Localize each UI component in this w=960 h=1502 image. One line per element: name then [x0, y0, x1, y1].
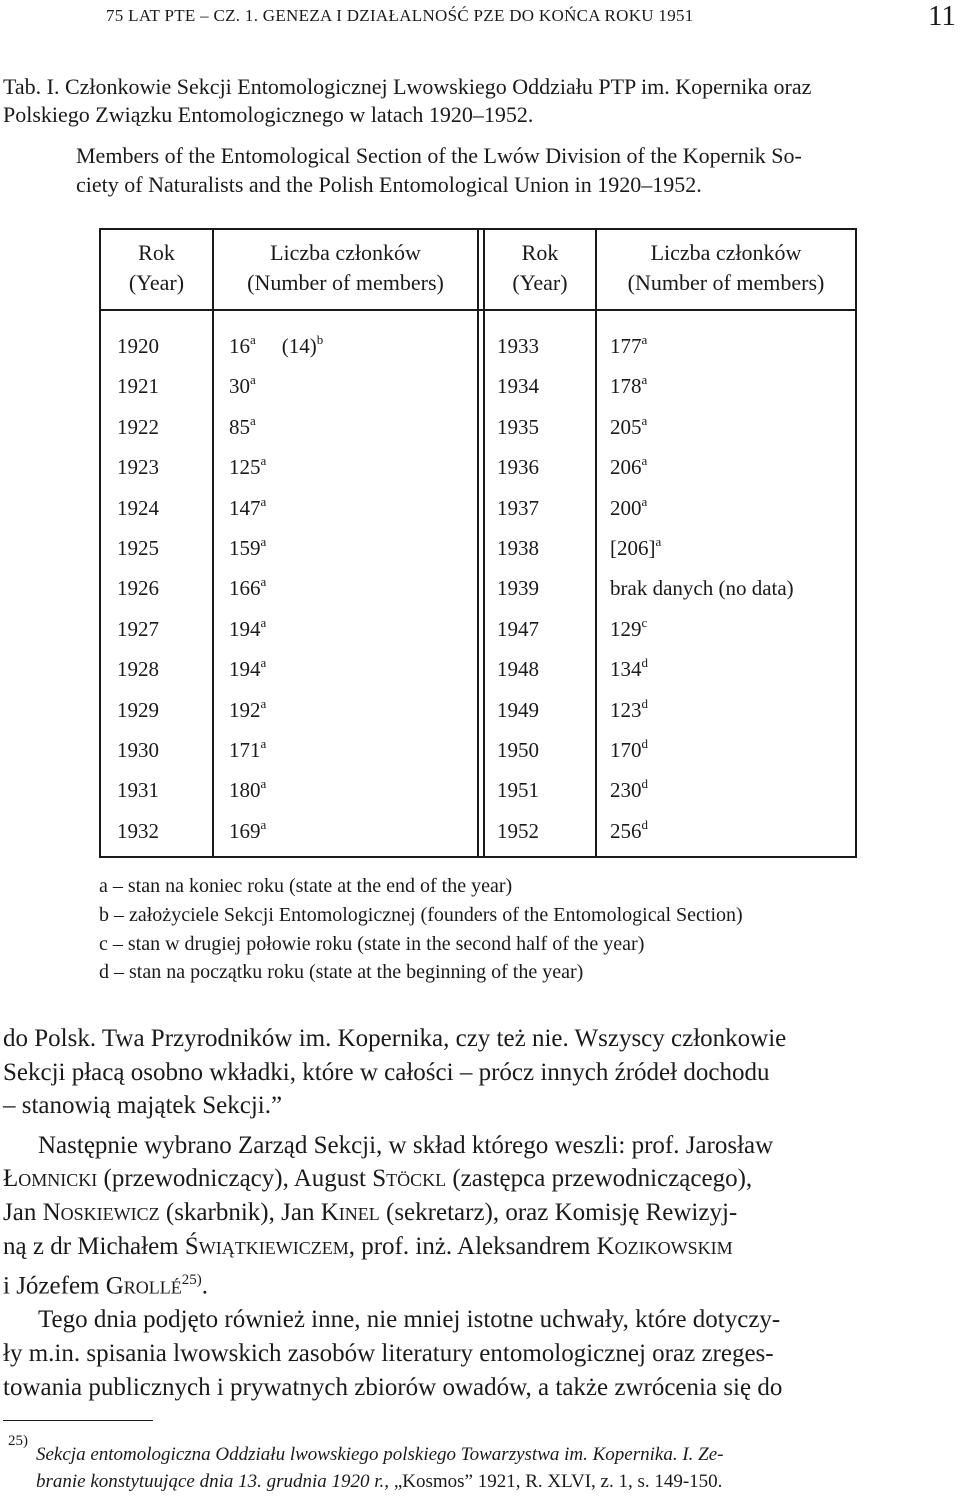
table-caption-pl-line2: Polskiego Związku Entomologicznego w latach 1920–1952. [3, 102, 534, 127]
members-cell: 206$^a$ [610, 453, 648, 480]
year-cell: 1949 [497, 697, 539, 722]
year-cell: 1930 [117, 738, 159, 762]
legend-d: d – stan na początku roku (state at the beginning of the year) [99, 961, 584, 983]
header-members-right [597, 238, 855, 298]
person-name: Grollé [105, 1272, 182, 1300]
body-line: – stanowią majątek Sekcji.” [3, 1092, 283, 1119]
superscript-note: a [641, 453, 648, 469]
superscript-note: c [641, 614, 648, 630]
header-year-left [101, 238, 212, 298]
superscript-note: a [250, 412, 256, 428]
table-divider [212, 230, 214, 856]
year-cell: 1926 [117, 576, 159, 601]
year-cell: 1948 [497, 657, 539, 682]
footnote-title: branie konstytuujące dnia 13. grudnia 1920 r., [36, 1471, 390, 1492]
superscript-note: a [260, 534, 267, 549]
body-line: Sekcji płacą osobno wkładki, które w całości – prócz innych źródeł dochodu [3, 1059, 770, 1086]
members-cell: 169$^a$ [229, 816, 267, 843]
superscript-note: a [641, 493, 648, 509]
footnote-rule [3, 1420, 153, 1421]
table-divider [595, 230, 597, 856]
body-text: (przewodniczący), August [97, 1165, 373, 1192]
body-line [3, 1162, 752, 1195]
body-line: Następnie wybrano Zarząd Sekcji, w skład którego weszli: prof. Jarosław [38, 1132, 774, 1159]
header-members-pl: Liczba członków [650, 240, 802, 265]
body-text: (sekretarz), oraz Komisję Rewizyj- [379, 1199, 738, 1226]
body-text: ną z dr Michałem [3, 1233, 185, 1260]
body-text: (skarbnik), Jan [159, 1199, 321, 1226]
members-cell: 205$^a$ [610, 412, 648, 439]
superscript-note: d [641, 655, 648, 671]
superscript-note: a [260, 776, 267, 792]
header-year-pl: Rok [521, 240, 559, 265]
members-cell: 134$^d$ [610, 655, 648, 682]
year-cell: 1932 [117, 818, 159, 843]
superscript-note: a [260, 736, 267, 751]
superscript-note: a [260, 655, 267, 671]
superscript-note: a [250, 372, 256, 388]
legend-b: b – założyciele Sekcji Entomologicznej (founders of the Entomological Section) [99, 904, 743, 926]
members-cell: 194$^a$ [229, 655, 267, 682]
members-cell: 192$^a$ [229, 695, 267, 722]
body-text: Jan [3, 1199, 43, 1226]
person-name: Świątkiewiczem [184, 1233, 349, 1260]
superscript-note: b [316, 332, 324, 347]
members-cell: 159$^a$ [229, 534, 267, 560]
page-number: 11 [928, 0, 956, 32]
members-cell: 178$^a$ [610, 372, 648, 399]
year-cell: 1933 [497, 334, 539, 358]
superscript-note: a [260, 695, 267, 711]
superscript-note: a [260, 493, 267, 509]
body-line: towania publicznych i prywatnych zbiorów owadów, a także zwrócenia się do [3, 1374, 783, 1401]
members-table [99, 228, 857, 858]
body-line: do Polsk. Twa Przyrodników im. Kopernika, czy też nie. Wszyscy członkowie [3, 1025, 787, 1052]
year-cell: 1929 [117, 697, 159, 722]
superscript-note: a [655, 534, 662, 549]
footnote-reference: 25) [181, 1272, 202, 1288]
footnote-line1: Sekcja entomologiczna Oddziału lwowskiego polskiego Towarzystwa im. Kopernika. I. Ze- [36, 1444, 724, 1465]
superscript-note: a [641, 332, 648, 347]
members-cell: $[206]^a$ [610, 534, 662, 560]
table-caption-en-line2: ciety of Naturalists and the Polish Entomological Union in 1920–1952. [76, 172, 702, 197]
table-divider [483, 230, 485, 856]
superscript-note: d [641, 695, 648, 711]
superscript-note: a [641, 372, 648, 388]
header-year-en: (Year) [128, 270, 185, 295]
year-cell: 1936 [497, 455, 539, 480]
members-cell: 129$^c$ [610, 614, 648, 641]
members-cell: 230$^d$ [610, 776, 648, 803]
year-cell: 1939 [497, 576, 539, 601]
body-line [3, 1230, 733, 1263]
header-year-en: (Year) [512, 270, 568, 295]
table-divider [477, 230, 479, 856]
year-cell: 1937 [497, 495, 539, 520]
person-name: Kozikowskim [596, 1233, 733, 1260]
members-cell: 30$^a$ [229, 372, 256, 399]
year-cell: 1934 [497, 374, 539, 399]
members-cell: 166$^a$ [229, 574, 267, 601]
header-members-en: (Number of members) [247, 270, 444, 295]
footnote-citation: „Kosmos” 1921, R. XLVI, z. 1, s. 149-150. [389, 1471, 723, 1492]
running-header: 75 LAT PTE – CZ. 1. GENEZA I DZIAŁALNOŚĆ PZE DO KOŃCA ROKU 1951 [106, 6, 694, 25]
year-cell: 1950 [497, 738, 539, 762]
year-cell: 1935 [497, 414, 539, 439]
body-line [3, 1196, 737, 1229]
person-name: Kinel [320, 1199, 380, 1226]
members-cell: 147$^a$ [229, 493, 267, 520]
members-cell: brak danych (no data) [610, 576, 794, 601]
superscript-note: d [641, 816, 648, 832]
body-line [3, 1264, 208, 1302]
superscript-note: a [260, 453, 267, 469]
members-cell: 200$^a$ [610, 493, 648, 520]
superscript-note: d [641, 736, 648, 751]
members-cell: 85$^a$ [229, 412, 256, 439]
table-caption-pl-line1: Tab. I. Członkowie Sekcji Entomologicznej Lwowskiego Oddziału PTP im. Kopernika oraz [3, 74, 812, 99]
year-cell: 1928 [117, 657, 159, 682]
members-cell: 177$^a$ [610, 332, 648, 358]
members-cell: 194$^a$ [229, 614, 267, 641]
body-line: ły m.in. spisania lwowskich zasobów literatury entomologicznej oraz zreges- [3, 1340, 774, 1367]
legend-c: c – stan w drugiej połowie roku (state in the second half of the year) [99, 933, 645, 955]
members-cell: 180$^a$ [229, 776, 267, 803]
year-cell: 1924 [117, 495, 159, 520]
year-cell: 1931 [117, 778, 159, 803]
year-cell: 1927 [117, 616, 159, 641]
body-text: (zastępca przewodniczącego), [446, 1165, 753, 1192]
person-name: Noskiewicz [42, 1199, 160, 1226]
year-cell: 1921 [117, 374, 159, 399]
year-cell: 1952 [497, 818, 539, 843]
superscript-note: a [260, 574, 267, 590]
year-cell: 1938 [497, 536, 539, 560]
footnote-line2 [36, 1468, 722, 1495]
table-header-rule [101, 309, 855, 311]
year-cell: 1920 [117, 334, 159, 358]
header-members-en: (Number of members) [627, 270, 825, 295]
members-cell: 16$^a$ $(14)^b$ [229, 332, 324, 358]
superscript-note: a [250, 332, 256, 347]
header-year-right [485, 238, 595, 298]
superscript-note: a [260, 614, 267, 630]
body-text: i Józefem [3, 1272, 106, 1300]
header-year-pl: Rok [138, 240, 175, 265]
table-caption-en-line1: Members of the Entomological Section of the Lwów Division of the Kopernik So- [76, 143, 802, 168]
members-cell: 171$^a$ [229, 736, 267, 762]
superscript-note: a [641, 412, 648, 428]
year-cell: 1925 [117, 536, 159, 560]
body-text: , prof. inż. Aleksandrem [348, 1233, 597, 1260]
superscript-note: d [641, 776, 648, 792]
year-cell: 1923 [117, 455, 159, 480]
superscript-note: a [260, 816, 267, 832]
year-cell: 1922 [117, 414, 159, 439]
person-name: Łomnicki [3, 1165, 98, 1192]
year-cell: 1951 [497, 778, 539, 803]
members-cell: 256$^d$ [610, 816, 648, 843]
members-cell: 170$^d$ [610, 736, 648, 762]
legend-a: a – stan na koniec roku (state at the end of the year) [99, 875, 513, 897]
members-cell: 123$^d$ [610, 695, 648, 722]
header-members-left [214, 238, 477, 298]
person-name: Stöckl [372, 1165, 447, 1192]
body-line: Tego dnia podjęto również inne, nie mniej istotne uchwały, które dotyczy- [38, 1306, 781, 1333]
year-cell: 1947 [497, 616, 539, 641]
members-cell: 125$^a$ [229, 453, 267, 480]
footnote-marker: 25) [8, 1433, 28, 1449]
body-text: . [201, 1272, 209, 1300]
header-members-pl: Liczba członków [270, 240, 421, 265]
